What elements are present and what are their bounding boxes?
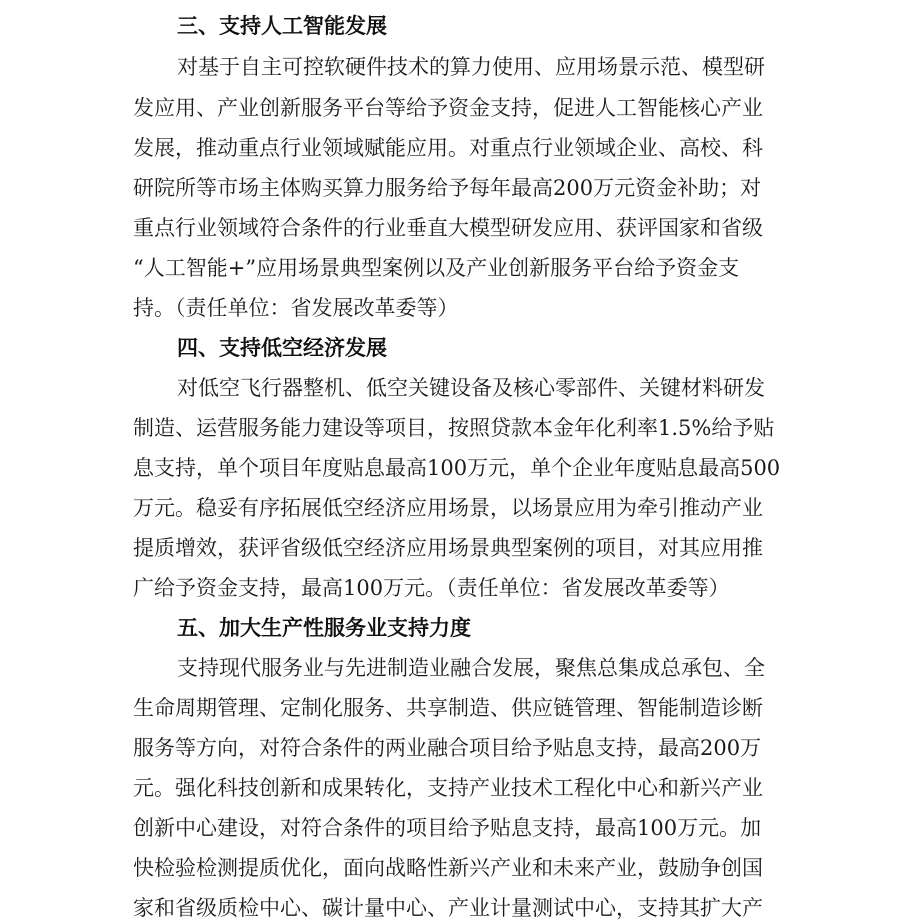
- paragraph-line: 创新中心建设，对符合条件的项目给予贴息支持，最高100万元。加: [133, 816, 762, 840]
- paragraph-line: 发应用、产业创新服务平台等给予资金支持，促进人工智能核心产业: [133, 96, 763, 120]
- paragraph-line: 服务等方向，对符合条件的两业融合项目给予贴息支持，最高200万: [133, 736, 762, 760]
- paragraph-line: 支持现代服务业与先进制造业融合发展，聚焦总集成总承包、全: [177, 656, 765, 680]
- paragraph-line: 广给予资金支持，最高100万元。（责任单位：省发展改革委等）: [133, 576, 730, 600]
- paragraph-line: 对低空飞行器整机、低空关键设备及核心零部件、关键材料研发: [177, 376, 765, 400]
- paragraph-line: 生命周期管理、定制化服务、共享制造、供应链管理、智能制造诊断: [133, 696, 763, 720]
- paragraph-line: 家和省级质检中心、碳计量中心、产业计量测试中心，支持其扩大产: [133, 896, 763, 920]
- paragraph-line: 万元。稳妥有序拓展低空经济应用场景，以场景应用为牵引推动产业: [133, 496, 763, 520]
- paragraph-line: “人工智能+”应用场景典型案例以及产业创新服务平台给予资金支: [133, 256, 740, 280]
- paragraph-line: 提质增效，获评省级低空经济应用场景典型案例的项目，对其应用推: [133, 536, 763, 560]
- section-heading-low-altitude: 四、支持低空经济发展: [177, 336, 387, 360]
- paragraph-line: 发展，推动重点行业领域赋能应用。对重点行业领域企业、高校、科: [133, 136, 763, 160]
- paragraph-line: 制造、运营服务能力建设等项目，按照贷款本金年化利率1.5%给予贴: [133, 416, 775, 440]
- paragraph-line: 元。强化科技创新和成果转化，支持产业技术工程化中心和新兴产业: [133, 776, 763, 800]
- section-heading-producer-services: 五、加大生产性服务业支持力度: [177, 616, 471, 640]
- paragraph-line: 重点行业领域符合条件的行业垂直大模型研发应用、获评国家和省级: [133, 216, 763, 240]
- paragraph-line: 快检验检测提质优化，面向战略性新兴产业和未来产业，鼓励争创国: [133, 856, 763, 880]
- paragraph-line: 息支持，单个项目年度贴息最高100万元，单个企业年度贴息最高500: [133, 456, 781, 480]
- section-heading-ai: 三、支持人工智能发展: [177, 14, 387, 38]
- paragraph-line: 研院所等市场主体购买算力服务给予每年最高200万元资金补助；对: [133, 176, 762, 200]
- paragraph-line: 持。（责任单位：省发展改革委等）: [133, 296, 459, 320]
- paragraph-line: 对基于自主可控软硬件技术的算力使用、应用场景示范、模型研: [177, 55, 765, 79]
